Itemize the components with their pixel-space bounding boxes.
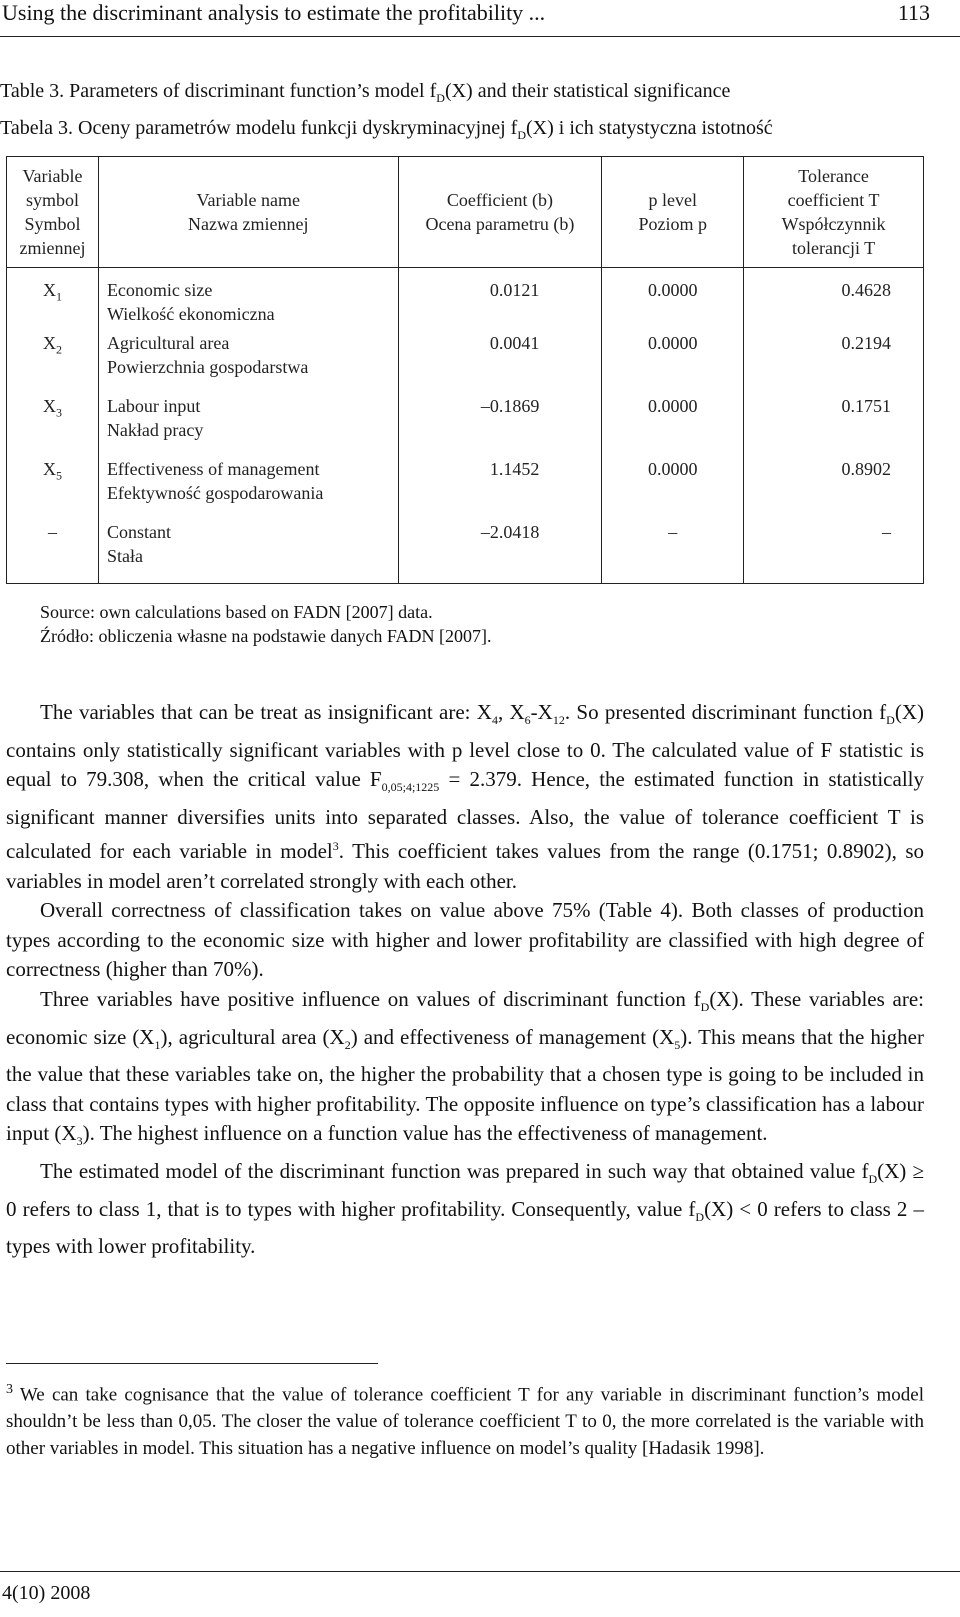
cell-coefficient: 1.1452 [398, 457, 602, 520]
subscript: D [695, 1209, 705, 1224]
symbol-letter: X [42, 333, 56, 353]
cell-coefficient: –2.0418 [398, 520, 602, 584]
name-pl: Nakład pracy [106, 420, 204, 440]
symbol-subscript: 5 [55, 468, 62, 483]
footnote-divider [6, 1363, 378, 1364]
footnote-text: We can take cognisance that the value of tolerance coefficient T for any variable in discriminant function’s model shouldn’t be less than 0,05. The closer the value of tolerance coefficient T to 0, the more correlated is the variable with other variables in model. This situation has a negative influence on model’s quality [Hadasik 1998]. [6, 1384, 924, 1460]
table-row [7, 457, 924, 520]
paragraph-3 [6, 985, 924, 1157]
header-line: coefficient T [787, 190, 880, 210]
text-run: (X) < 0 refers to class 2 – types with lower profitability. [6, 1196, 925, 1259]
caption-en-rest: (X) and their statistical significance [444, 80, 731, 102]
cell-symbol [7, 394, 99, 457]
symbol-subscript: 3 [55, 405, 62, 420]
header-line: Nazwa zmiennej [188, 214, 309, 234]
header-line: Współczynnik [781, 214, 886, 234]
table-captions [0, 76, 773, 150]
text-run: ). The highest influence on a function value has the effectiveness of management. [82, 1121, 768, 1146]
paragraph-1 [6, 698, 924, 896]
subscript: 4 [491, 713, 498, 728]
subscript: 6 [524, 713, 531, 728]
text-run: . This coefficient takes values from the range (0.1751; 0.8902), so variables in model aren’t correlated strongly with each other. [6, 839, 924, 893]
text-run: = 2.379. Hence, the estimated function in statistically significant manner diversifies units into separated classes. Also, the value of tolerance coefficient T is calculated for each variable in model [6, 767, 924, 864]
text-run: (X) contains only statistically significant variables with p level close to 0. The calculated value of F statistic is equal to 79.308, when the critical value F [6, 700, 924, 792]
cell-coefficient: 0.0041 [398, 331, 602, 394]
cell-tolerance: 0.2194 [744, 331, 924, 394]
cell-name [98, 268, 398, 332]
subscript: D [700, 1000, 710, 1015]
source-en: Source: own calculations based on FADN [2007] data. [40, 602, 433, 622]
header-line: zmiennej [19, 238, 86, 258]
header-line: p level [648, 190, 697, 210]
table-header-row [7, 157, 924, 268]
text-run: . So presented discriminant function f [564, 700, 887, 724]
name-pl: Powierzchnia gospodarstwa [106, 357, 309, 377]
subscript: 5 [674, 1037, 681, 1052]
cell-name [98, 394, 398, 457]
subscript: D [886, 713, 895, 728]
name-en: Effectiveness of management [106, 459, 320, 479]
symbol-letter: X [42, 396, 56, 416]
table-row [7, 394, 924, 457]
name-pl: Wielkość ekonomiczna [106, 304, 275, 324]
footnote-mark[interactable]: 3 [332, 839, 339, 854]
symbol-letter: X [42, 280, 56, 300]
name-pl: Efektywność gospodarowania [106, 483, 324, 503]
name-en: Economic size [106, 280, 213, 300]
cell-p-level: 0.0000 [602, 394, 744, 457]
text-run: The estimated model of the discriminant function was prepared in such way that obtained value f [40, 1158, 869, 1183]
text-run: (X) ≥ 0 refers to class 1, that is to types with higher profitability. Consequently, value f [6, 1158, 924, 1221]
subscript: 12 [552, 713, 565, 728]
source-pl: Źródło: obliczenia własne na podstawie danych FADN [2007]. [40, 626, 492, 646]
header-line: Poziom p [638, 214, 707, 234]
subscript: 0,05;4;1225 [381, 780, 440, 795]
caption-pl-sub: D [517, 128, 526, 142]
header-line: tolerancji T [791, 238, 876, 258]
subscript: 3 [76, 1134, 83, 1149]
caption-pl-text: Tabela 3. Oceny parametrów modelu funkcji dyskryminacyjnej f [0, 117, 518, 139]
paragraph-2: Overall correctness of classification takes on value above 75% (Table 4). Both classes of production types according to the economic size with higher and lower profitability are classified with high degree of correctness (higher than 70%). [6, 898, 924, 982]
table-source [40, 600, 492, 648]
cell-tolerance: 0.1751 [744, 394, 924, 457]
page-number: 113 [897, 0, 930, 25]
footnote [6, 1376, 924, 1462]
running-head [0, 0, 960, 37]
caption-en-text: Table 3. Parameters of discriminant function’s model f [0, 80, 437, 102]
symbol-letter: – [47, 522, 57, 542]
header-line: Tolerance [798, 166, 869, 186]
cell-name [98, 457, 398, 520]
table-row [7, 331, 924, 394]
cell-coefficient: 0.0121 [398, 268, 602, 332]
symbol-subscript: 1 [55, 289, 62, 304]
header-line: Coefficient (b) [446, 190, 553, 210]
cell-name [98, 520, 398, 584]
text-run: ). This means that the higher the value that these variables take on, the higher the probability that a chosen type is going to be included in class that contains types with higher profitability. The opposite influence on type’s classification has a labour input (X [6, 1024, 924, 1146]
cell-symbol [7, 457, 99, 520]
cell-coefficient: –0.1869 [398, 394, 602, 457]
name-pl: Stała [106, 546, 143, 566]
caption-pl-rest: (X) i ich statystyczna istotność [526, 117, 773, 139]
subscript: 2 [344, 1037, 351, 1052]
header-variable-name [98, 157, 398, 268]
text-run: The variables that can be treat as insignificant are: X [40, 700, 492, 724]
header-coefficient [398, 157, 602, 268]
text-run: , X [497, 700, 525, 724]
cell-p-level: 0.0000 [602, 268, 744, 332]
header-line: symbol [25, 190, 79, 210]
caption-pl [0, 113, 773, 150]
header-line: Variable [22, 166, 83, 186]
cell-name [98, 331, 398, 394]
text-run: ), agricultural area (X [160, 1024, 345, 1049]
cell-p-level: – [602, 520, 744, 584]
table-row [7, 520, 924, 584]
cell-tolerance: 0.4628 [744, 268, 924, 332]
header-line: Ocena parametru (b) [425, 214, 575, 234]
page-footer [0, 1571, 960, 1605]
caption-en [0, 76, 773, 113]
caption-en-sub: D [436, 91, 445, 105]
header-line: Symbol [24, 214, 81, 234]
footnote-number: 3 [6, 1382, 13, 1397]
parameters-table [6, 156, 924, 584]
text-run: (X). These variables are: economic size (X [6, 986, 924, 1049]
header-line: Variable name [196, 190, 300, 210]
cell-p-level: 0.0000 [602, 331, 744, 394]
text-run: ) and effectiveness of management (X [350, 1024, 675, 1049]
header-variable-symbol [7, 157, 99, 268]
running-head-title: Using the discriminant analysis to estimate the profitability ... [2, 0, 546, 25]
table-row [7, 268, 924, 332]
cell-symbol [7, 520, 99, 584]
cell-p-level: 0.0000 [602, 457, 744, 520]
subscript: D [868, 1172, 878, 1187]
name-en: Agricultural area [106, 333, 230, 353]
name-en: Constant [106, 522, 171, 542]
cell-symbol [7, 331, 99, 394]
text-run: Three variables have positive influence on values of discriminant function f [40, 986, 701, 1011]
cell-symbol [7, 268, 99, 332]
header-tolerance [744, 157, 924, 268]
cell-tolerance: 0.8902 [744, 457, 924, 520]
subscript: 1 [154, 1037, 161, 1052]
symbol-subscript: 2 [55, 342, 62, 357]
issue-number: 4(10) 2008 [2, 1582, 91, 1604]
paragraph-4 [6, 1157, 924, 1262]
name-en: Labour input [106, 396, 201, 416]
symbol-letter: X [42, 459, 56, 479]
cell-tolerance: – [744, 520, 924, 584]
body-text [6, 698, 924, 1262]
header-p-level [602, 157, 744, 268]
text-run: -X [530, 700, 553, 724]
